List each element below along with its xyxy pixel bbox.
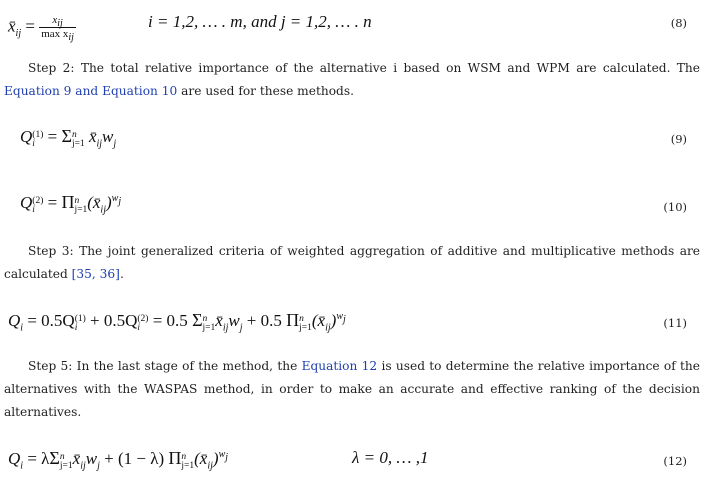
eq12-condition: λ = 0, … ,1 — [352, 448, 429, 467]
equation-11: $Q_i = 0.5Q$ (1) i + 0.5Q (2) i = 0.5 Σ n j=1 $x̄_{ij}w_j + 0.5$ Π n j=1 $(x̄_{ij})^{w_j}$ (11) — [8, 310, 687, 334]
paragraph-step-2: Step 2: The total relative importance of the alternative i based on WSM and WPM are calculated. The Equation 9 and Equation 10 are used for these methods. — [4, 61, 700, 98]
link-equation-9-10[interactable]: Equation 9 and Equation 10 — [4, 84, 178, 98]
equation-9: Q (1) i = Σ n j=1 $x̄_{ij}w_j$ (9) — [20, 126, 687, 150]
eq9-number: (9) — [670, 132, 687, 146]
equation-10: Q (2) i = Π n j=1 $(x̄_{ij})^{w_j}$ (10) — [20, 192, 687, 216]
ref-35[interactable]: 35 — [76, 267, 92, 281]
eq8-number: (8) — [670, 16, 687, 30]
eq8-fraction: $\frac{x_{ij}}{\max x_{ij}}$ — [41, 14, 74, 44]
eq8-condition: i = 1,2, … . m, and j = 1,2, … . n — [148, 12, 372, 31]
eq8-lhs: $x̄_{ij}$ = $\frac{x_{ij}}{\max x_{ij}}$ — [8, 14, 74, 44]
link-equation-12[interactable]: Equation 12 — [301, 359, 378, 373]
eq11-number: (11) — [663, 316, 687, 330]
equation-8 — [0, 6, 705, 44]
paragraph-step-3: Step 3: The joint generalized criteria of weighted aggregation of additive and multiplicative methods are calculated [35, 36]. — [4, 244, 700, 281]
eq12-number: (12) — [663, 454, 687, 468]
equation-12: $Q_i = \lambda\Sigma$ n j=1 $x̄_{ij}w_j + (1 - \lambda)$ Π n j=1 $(x̄_{ij})^{w_j}$ λ = 0, … ,1 (12) — [8, 448, 687, 472]
ref-36[interactable]: 36 — [99, 267, 116, 281]
paragraph-step-5: Step 5: In the last stage of the method, the Equation 12 is used to determine the relative importance of the alternatives with the WASPAS method, in order to make an accurate and effective ranking of the decision alternatives. — [4, 359, 700, 419]
eq10-number: (10) — [663, 200, 687, 214]
